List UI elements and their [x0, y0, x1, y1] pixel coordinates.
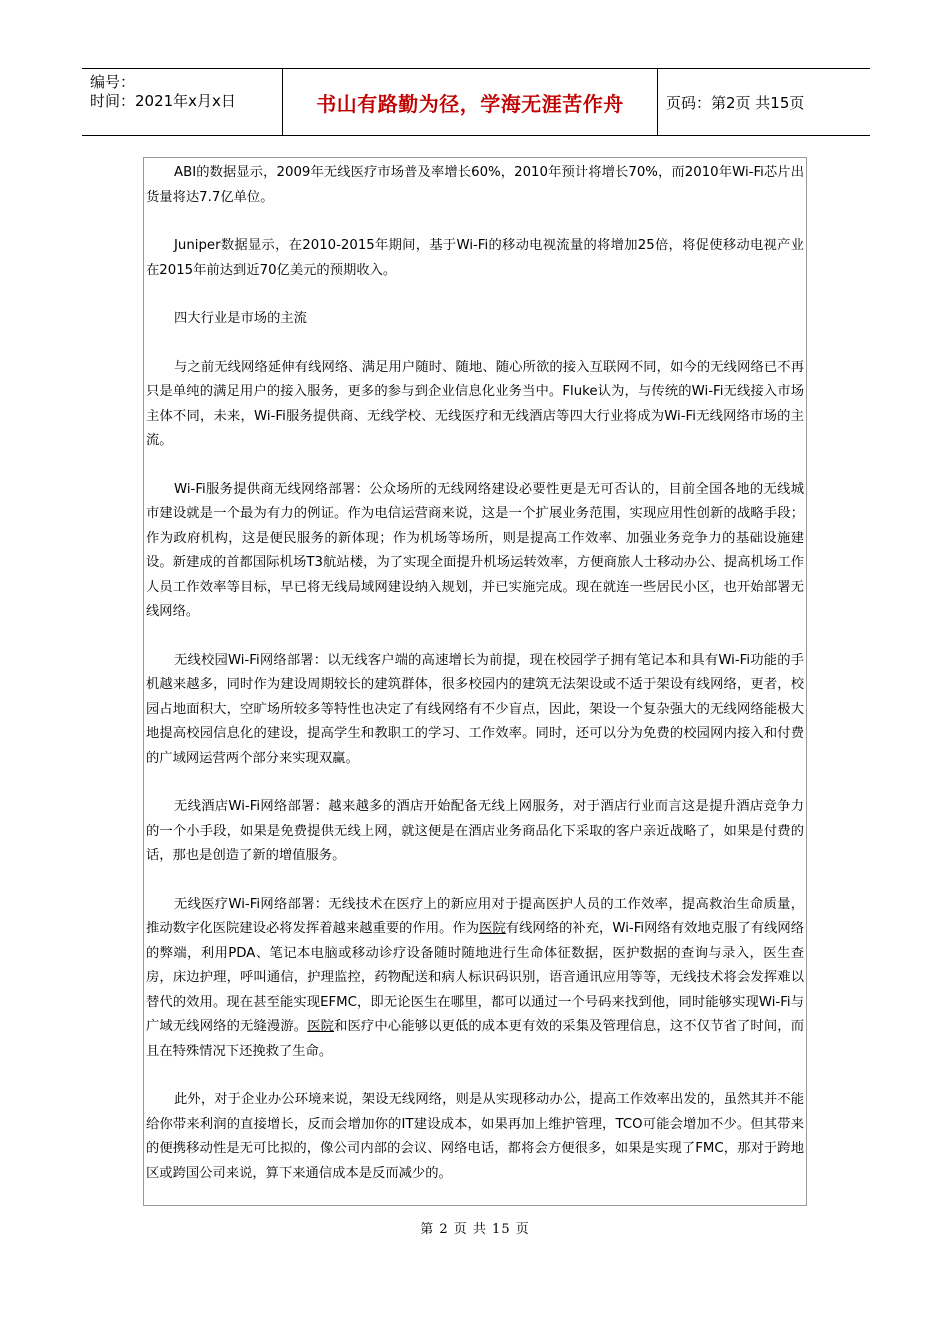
paragraph-abi-data: ABI的数据显示，2009年无线医疗市场普及率增长60%，2010年预计将增长70%，而2010年Wi-Fi芯片出货量将达7.7亿单位。 [146, 165, 804, 205]
paragraph-wifi-provider: Wi-Fi服务提供商无线网络部署：公众场所的无线网络建设必要性更是无可否认的，目前全国各地的无线城市建设就是一个最为有力的例证。作为电信运营商来说，这是一个扩展业务范围，实现应用性创新的战略手段；作为政府机构，这是便民服务的新体现；作为机场等场所，则是提高工作效率、加强业务竞争力的基础设施建设。新建成的首都国际机场T3航站楼，为了实现全面提升机场运转效率，方便商旅人士移动办公、提高机场工作人员工作效率等目标，早已将无线局域网建设纳入规划，并已实施完成。现在就连一些居民小区，也开始部署无线网络。 [146, 481, 804, 619]
paragraph-section-heading: 四大行业是市场的主流 [174, 311, 307, 326]
paragraph-wireless-campus: 无线校园Wi-Fi网络部署：以无线客户端的高速增长为前提，现在校园学子拥有笔记本和具有Wi-Fi功能的手机越来越多，同时作为建设周期较长的建筑群体，很多校园内的建筑无法架设或不适于架设有线网络，更者，校园占地面积大，空旷场所较多等特性也决定了有线网络有不少盲点，因此，架设一个复杂强大的无线网络能极大地提高校园信息化的建设，提高学生和教职工的学习、工作效率。同时，还可以分为免费的校园网内接入和付费的广域网运营两个部分来实现双赢。 [146, 652, 804, 766]
document-number-label: 编号： [90, 73, 136, 91]
paragraph-wireless-hotel: 无线酒店Wi-Fi网络部署：越来越多的酒店开始配备无线上网服务，对于酒店行业而言这是提升酒店竞争力的一个小手段，如果是免费提供无线上网，就这便是在酒店业务商品化下采取的客户亲近战略了，如果是付费的话，那也是创造了新的增值服务。 [146, 799, 804, 863]
medical-text-part-1: 无线医疗Wi-Fi网络部署：无线技术在医疗上的新应用对于提高医护人员的工作效率，提高救治生命质量，推动数字化医院建设必将发挥着越来越重要的作用。作为 [146, 896, 804, 936]
page-footer: 第 2 页 共 15 页 [420, 1222, 530, 1237]
header-meta [82, 69, 283, 135]
medical-text-part-2: 有线网络的补充，Wi-Fi网络有效地克服了有线网络的弊端，利用PDA、笔记本电脑或移动诊疗设备随时随地进行生命体征数据，医护数据的查询与录入，医生查房，床边护理，呼叫通信，护理监控，药物配送和病人标识码识别，语音通讯应用等等，无线技术将会发挥难以替代的效用。现在甚至能实现EFMC，即无论医生在哪里，都可以通过一个号码来找到他，同时能够实现Wi-Fi与广域无线网络的无缝漫游。 [146, 921, 804, 1034]
paragraph-wireless-medical [146, 893, 804, 1065]
page-header [82, 68, 870, 136]
header-page-info: 页码：第2页 共15页 [666, 93, 805, 112]
header-motto: 书山有路勤为径，学海无涯苦作舟 [283, 69, 658, 135]
document-date-label: 时间：2021年x月x日 [90, 92, 236, 110]
hospital-link-1[interactable]: 医院 [479, 921, 506, 936]
paragraph-juniper-data: Juniper数据显示，在2010-2015年期间，基于Wi-Fi的移动电视流量的将增加25倍，将促使移动电视产业在2015年前达到近70亿美元的预期收入。 [146, 238, 804, 278]
paragraph-enterprise-office: 此外，对于企业办公环境来说，架设无线网络，则是从实现移动办公，提高工作效率出发的，虽然其并不能给你带来利润的直接增长，反而会增加你的IT建设成本，如果再加上维护管理，TCO可能会增加不少。但其带来的便携移动性是无可比拟的，像公司内部的会议、网络电话，都将会方便很多，如果是实现了FMC，那对于跨地区或跨国公司来说，算下来通信成本是反而减少的。 [146, 1092, 804, 1181]
medical-text-part-3: 和医疗中心能够以更低的成本更有效的采集及管理信息，这不仅节省了时间，而且在特殊情况下还挽救了生命。 [146, 1019, 805, 1059]
document-body [143, 157, 807, 1206]
paragraph-wireless-trend: 与之前无线网络延伸有线网络、满足用户随时、随地、随心所欲的接入互联网不同，如今的无线网络已不再只是单纯的满足用户的接入服务，更多的参与到企业信息化业务当中。Fluke认为，与传统的Wi-Fi无线接入市场主体不同，未来，Wi-Fi服务提供商、无线学校、无线医疗和无线酒店等四大行业将成为Wi-Fi无线网络市场的主流。 [146, 359, 804, 448]
hospital-link-2[interactable]: 医院 [307, 1019, 335, 1034]
